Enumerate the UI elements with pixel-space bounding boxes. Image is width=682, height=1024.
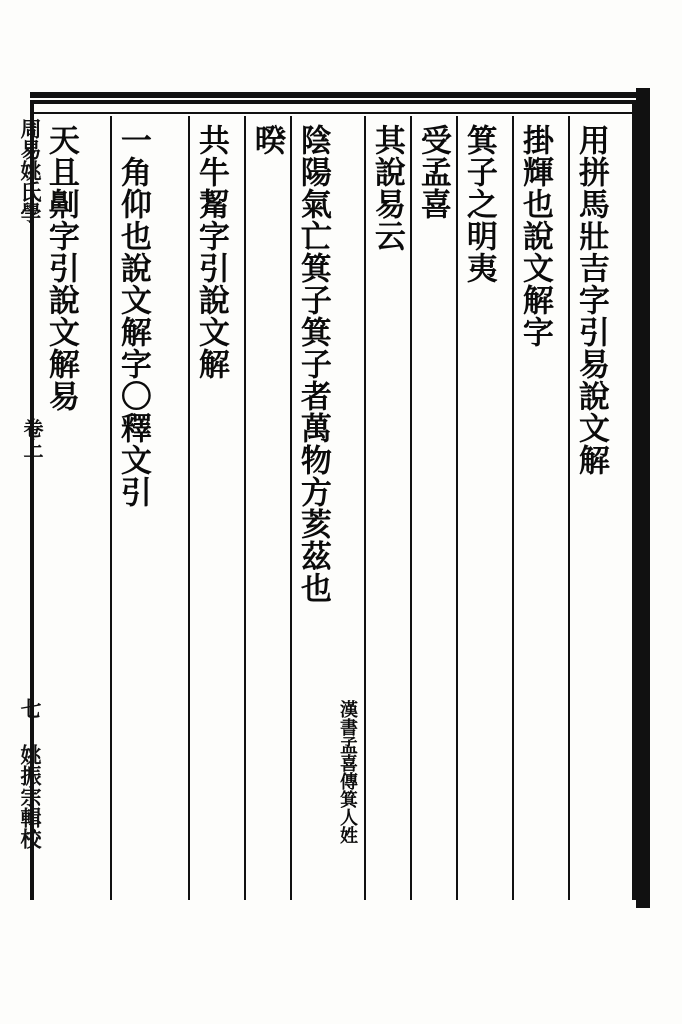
column-text: 暌: [248, 124, 285, 156]
text-column-9: [110, 116, 188, 900]
column-text: 受孟喜: [414, 124, 451, 220]
column-text: 天且劓字引說文解易: [42, 124, 79, 412]
text-column-1: [568, 116, 634, 900]
margin-footer-text: 七 姚振宗輯校: [18, 698, 43, 849]
column-text: 共牛觢字引說文解: [192, 124, 229, 380]
text-columns: [34, 116, 634, 900]
text-column-7: [244, 116, 290, 900]
column-text: 其說易云: [368, 124, 405, 252]
inner-top-rule: [34, 112, 634, 114]
column-text: 用拼馬壯吉字引易說文解: [572, 124, 609, 476]
column-text: 掛輝也說文解字: [516, 124, 553, 348]
text-column-4: [410, 116, 456, 900]
text-column-6: [290, 116, 364, 900]
text-column-10: [40, 116, 110, 900]
column-text: 箕子之明夷: [460, 124, 497, 284]
margin-volume-text: 卷上: [20, 418, 44, 458]
column-text: 陰陽氣亡箕子箕子者萬物方荄茲也: [294, 124, 331, 604]
text-column-3: [456, 116, 512, 900]
text-column-2: [512, 116, 568, 900]
margin-header-text: 周易姚氏學: [18, 118, 43, 223]
text-column-8: [188, 116, 244, 900]
text-column-5: [364, 116, 410, 900]
column-commentary: 漢書孟喜傳箕人姓: [337, 700, 358, 844]
column-text: 一角仰也說文解字〇釋文引: [114, 124, 151, 508]
